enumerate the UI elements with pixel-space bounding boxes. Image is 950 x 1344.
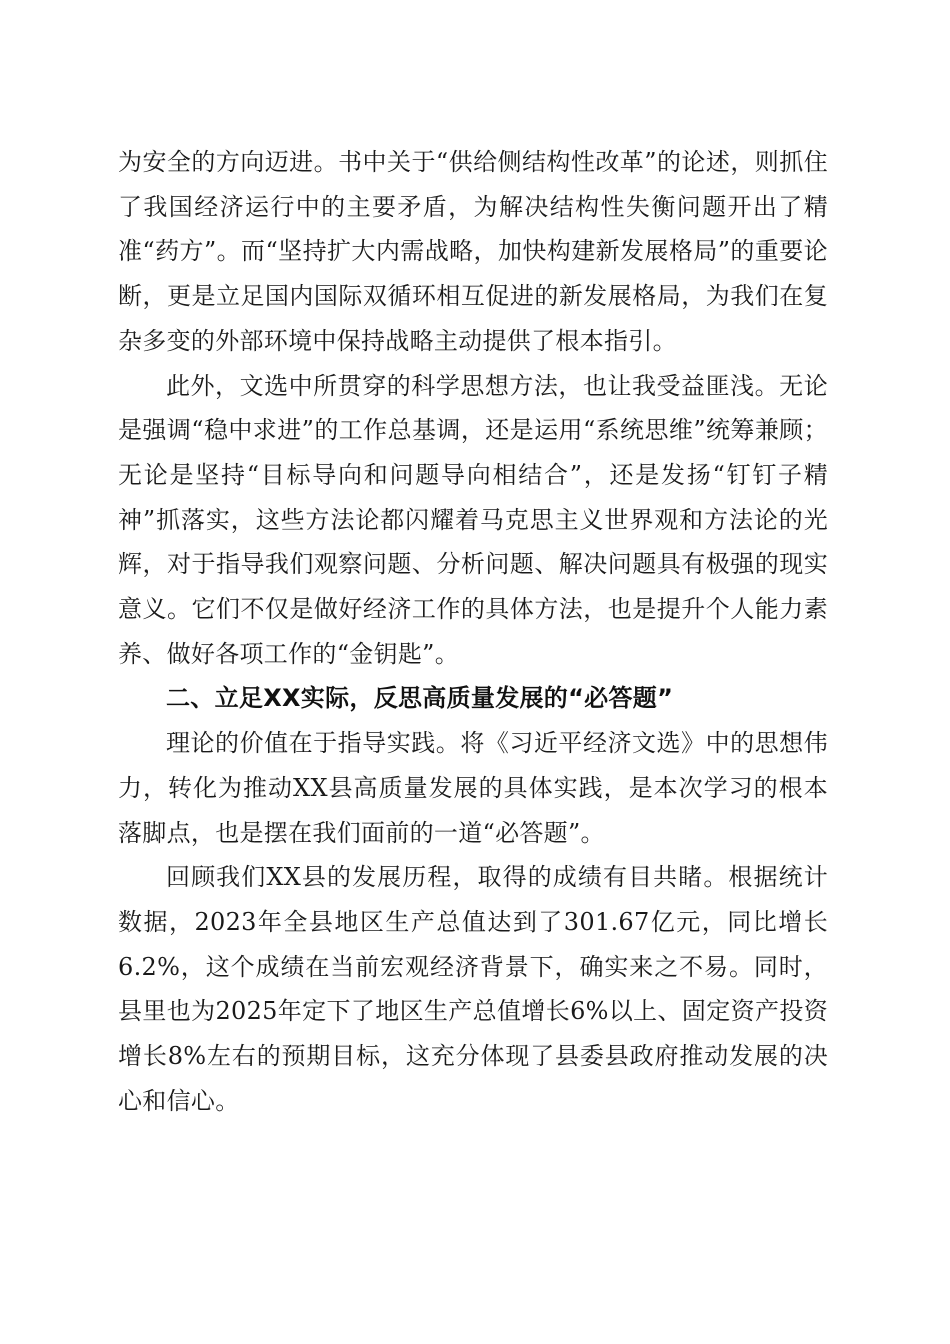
document-body xyxy=(118,140,828,1123)
paragraph-scientific-methods: 此外，文选中所贯穿的科学思想方法，也让我受益匪浅。无论是强调“稳中求进”的工作总基调，还是运用“系统思维”统筹兼顾；无论是坚持“目标导向和问题导向相结合”，还是发扬“钉钉子精神”抓落实，这些方法论都闪耀着马克思主义世界观和方法论的光辉，对于指导我们观察问题、分析问题、解决问题具有极强的现实意义。它们不仅是做好经济工作的具体方法，也是提升个人能力素养、做好各项工作的“金钥匙”。 xyxy=(118,371,828,668)
paragraph-theory-practice: 理论的价值在于指导实践。将《习近平经济文选》中的思想伟力，转化为推动XX县高质量发展的具体实践，是本次学习的根本落脚点，也是摆在我们面前的一道“必答题”。 xyxy=(118,729,828,847)
paragraph-county-statistics: 回顾我们XX县的发展历程，取得的成绩有目共睹。根据统计数据，2023年全县地区生产总值达到了301.67亿元，同比增长6.2%，这个成绩在当前宏观经济背景下，确实来之不易。同时，县里也为2025年定下了地区生产总值增长6%以上、固定资产投资增长8%左右的预期目标，这充分体现了县委县政府推动发展的决心和信心。 xyxy=(118,863,828,1115)
section-heading-two: 二、立足XX实际，反思高质量发展的“必答题” xyxy=(166,684,674,713)
paragraph-supply-side-reform: 为安全的方向迈进。书中关于“供给侧结构性改革”的论述，则抓住了我国经济运行中的主要矛盾，为解决结构性失衡问题开出了精准“药方”。而“坚持扩大内需战略，加快构建新发展格局”的重要论断，更是立足国内国际双循环相互促进的新发展格局，为我们在复杂多变的外部环境中保持战略主动提供了根本指引。 xyxy=(118,148,828,355)
